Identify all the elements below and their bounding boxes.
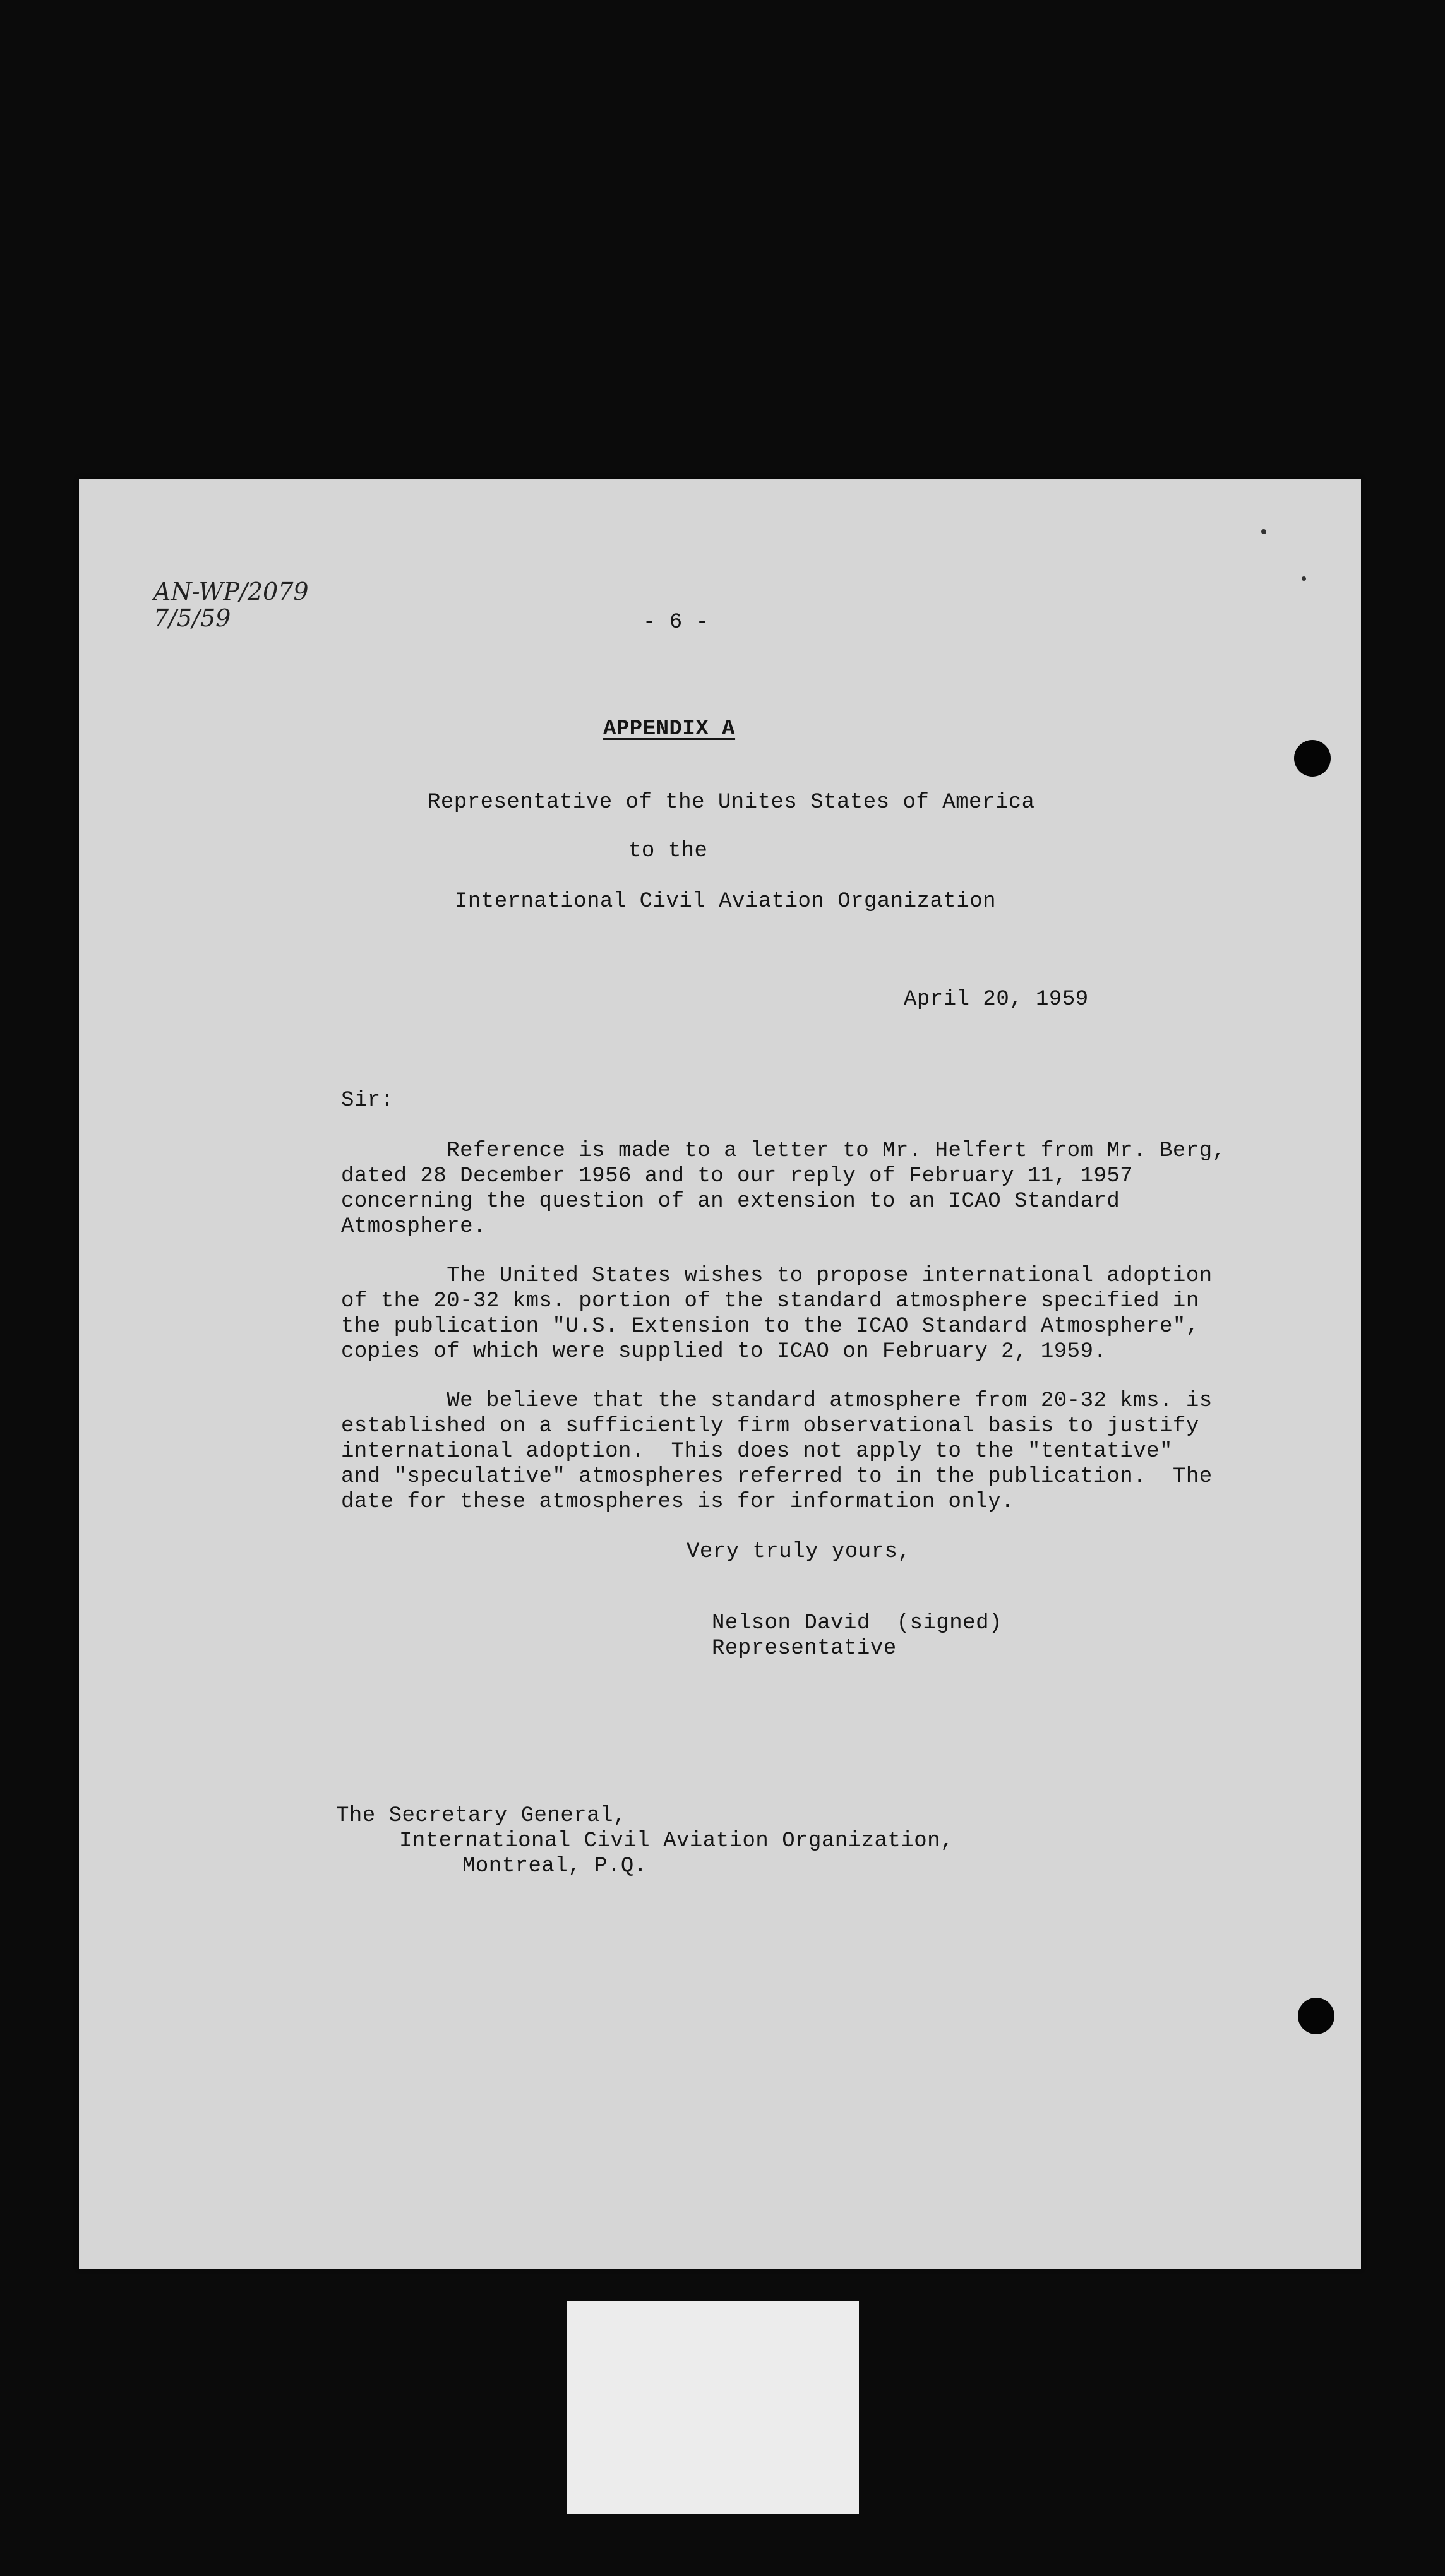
- closing: Very truly yours,: [687, 1540, 911, 1564]
- dust-speck: [1302, 576, 1306, 581]
- sender-line-1: Representative of the Unites States of America: [428, 790, 1035, 814]
- salutation: Sir:: [341, 1088, 394, 1112]
- paragraph-line: international adoption. This does not apply to the "tentative": [341, 1440, 1173, 1464]
- dust-speck: [1261, 529, 1266, 534]
- blank-card: [567, 2301, 859, 2514]
- punch-hole-top: [1294, 740, 1331, 777]
- paragraph-line: copies of which were supplied to ICAO on February 2, 1959.: [341, 1340, 1107, 1364]
- addressee-line-2: International Civil Aviation Organization,: [399, 1829, 954, 1853]
- appendix-title: APPENDIX A: [603, 717, 736, 741]
- paragraph-line: Atmosphere.: [341, 1215, 486, 1239]
- paragraph-line: Reference is made to a letter to Mr. Helfert from Mr. Berg,: [341, 1139, 1226, 1163]
- paragraph-line: the publication "U.S. Extension to the ICAO Standard Atmosphere",: [341, 1315, 1199, 1339]
- paragraph-line: established on a sufficiently firm observational basis to justify: [341, 1414, 1199, 1438]
- paragraph-line: date for these atmospheres is for information only.: [341, 1490, 1015, 1514]
- paragraph-line: The United States wishes to propose international adoption: [341, 1264, 1213, 1288]
- document-number: AN-WP/2079: [153, 578, 309, 605]
- sender-line-2: to the: [628, 839, 708, 863]
- document-page: [79, 479, 1361, 2269]
- addressee-line-1: The Secretary General,: [336, 1804, 627, 1828]
- sender-line-3: International Civil Aviation Organization: [455, 890, 997, 914]
- document-date: 7/5/59: [153, 604, 231, 632]
- paragraph-line: and "speculative" atmospheres referred to in the publication. The: [341, 1465, 1213, 1489]
- punch-hole-bottom: [1298, 1998, 1334, 2034]
- paragraph-line: dated 28 December 1956 and to our reply of February 11, 1957: [341, 1164, 1134, 1188]
- paragraph-line: We believe that the standard atmosphere from 20-32 kms. is: [341, 1389, 1213, 1413]
- paragraph-line: concerning the question of an extension to an ICAO Standard: [341, 1190, 1120, 1213]
- addressee-line-3: Montreal, P.Q.: [462, 1854, 647, 1878]
- paragraph-line: of the 20-32 kms. portion of the standard atmosphere specified in: [341, 1289, 1199, 1313]
- signature-name: Nelson David (signed): [712, 1611, 1002, 1635]
- letter-date: April 20, 1959: [904, 987, 1089, 1011]
- signature-title: Representative: [712, 1637, 897, 1661]
- page-number: - 6 -: [643, 611, 709, 635]
